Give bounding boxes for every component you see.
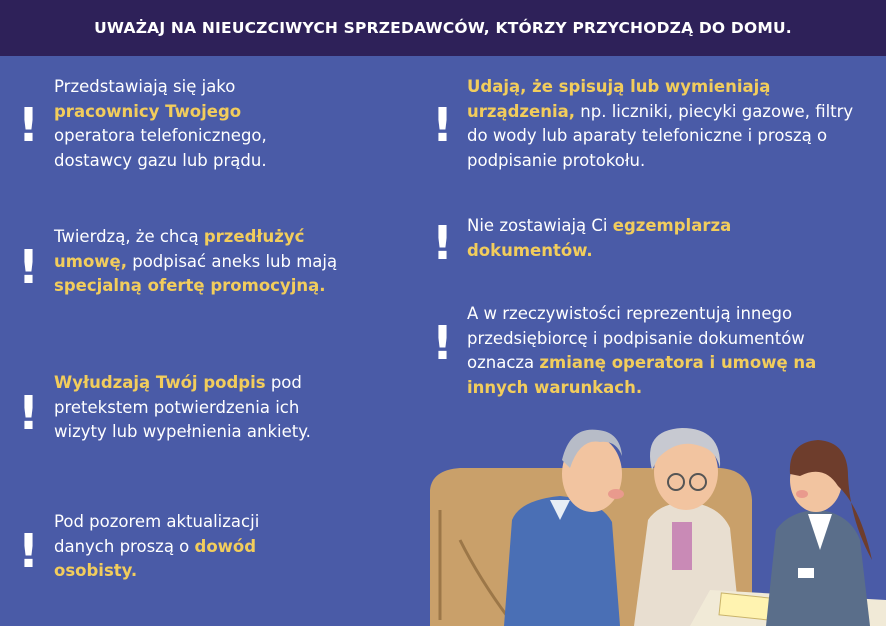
exclamation-icon: ! (432, 316, 453, 370)
exclamation-icon: ! (18, 240, 39, 294)
page-title: UWAŻAJ NA NIEUCZCIWYCH SPRZEDAWCÓW, KTÓRZY PRZYCHODZĄ DO DOMU. (94, 19, 792, 37)
warning-5-text: Udają, że spisują lub wymieniają urządzenia, np. liczniki, piecyki gazowe, filtry do wody lub aparaty telefoniczne i proszą o podpisanie protokołu. (467, 77, 854, 170)
exclamation-icon: ! (18, 98, 39, 152)
header-bar (0, 0, 886, 56)
warning-7-text: A w rzeczywistości reprezentują innego przedsiębiorcę i podpisanie dokumentów oznacza zmianę operatora i umowę na innych warunkach. (467, 304, 817, 397)
warning-6-text: Nie zostawiają Ci egzemplarza dokumentów. (467, 216, 732, 260)
exclamation-icon: ! (18, 524, 39, 578)
warning-1-text: Przedstawiają się jako pracownicy Twojego operatora telefonicznego, dostawcy gazu lub prądu. (54, 77, 267, 170)
exclamation-icon: ! (432, 216, 453, 270)
seniors-with-salesperson-illustration (420, 410, 886, 626)
exclamation-icon: ! (432, 98, 453, 152)
warning-4-text: Pod pozorem aktualizacji danych proszą o dowód osobisty. (54, 512, 260, 580)
warning-3-text: Wyłudzają Twój podpis pod pretekstem potwierdzenia ich wizyty lub wypełnienia ankiety. (54, 373, 311, 441)
exclamation-icon: ! (18, 386, 39, 440)
warning-2-text: Twierdzą, że chcą przedłużyć umowę, podpisać aneks lub mają specjalną ofertę promocyjną. (54, 227, 338, 295)
